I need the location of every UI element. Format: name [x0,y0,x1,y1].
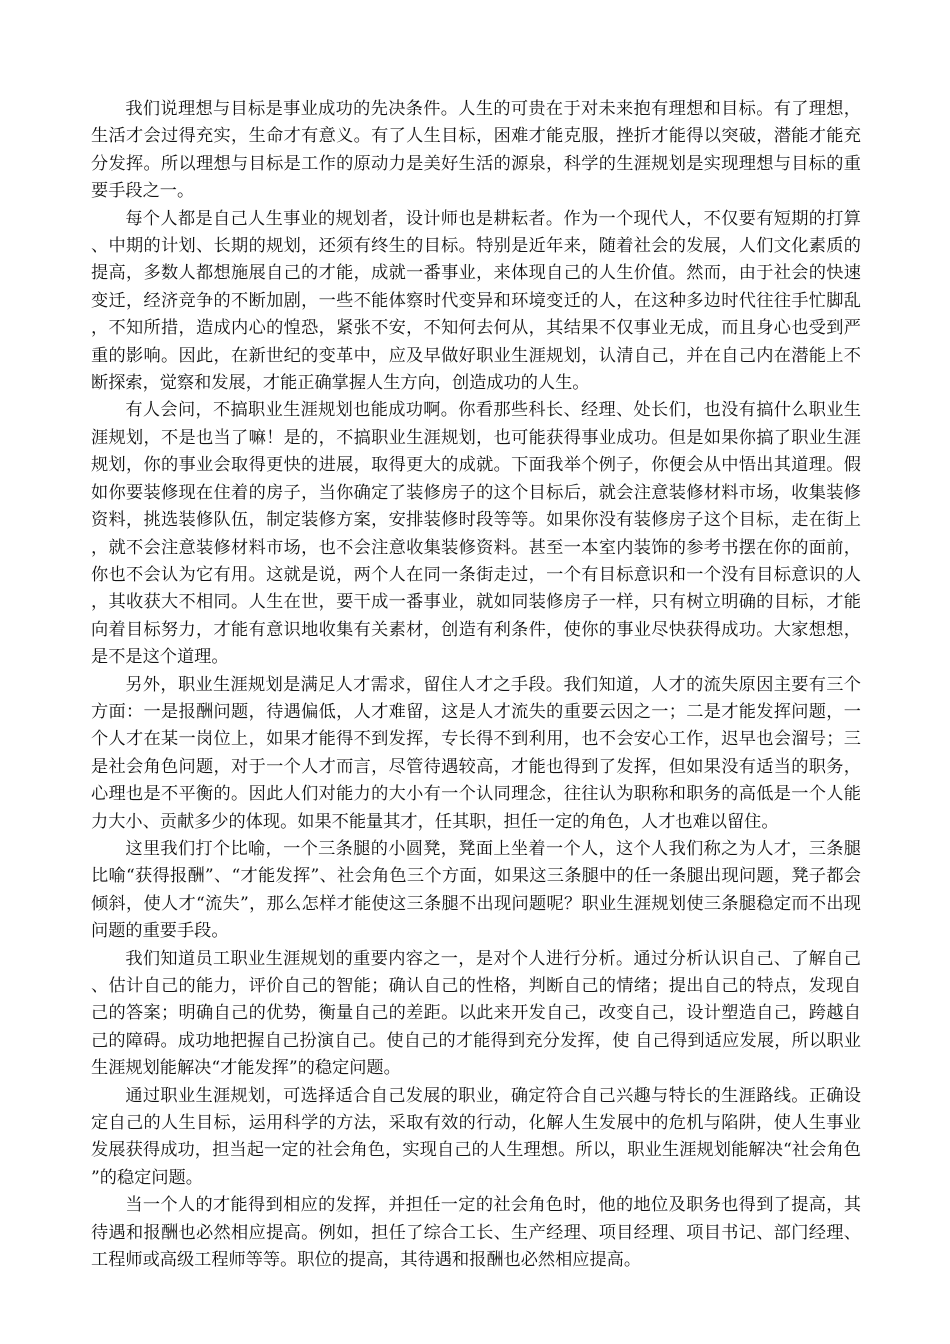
paragraph: 每个人都是自己人生事业的规划者，设计师也是耕耘者。作为一个现代人，不仅要有短期的打算、中期的计划、长期的规划，还须有终生的目标。特别是近年来，随着社会的发展，人们文化素质的提高，多数人都想施展自己的才能，成就一番事业，来体现自己的人生价值。然而，由于社会的快速变迁，经济竞争的不断加剧，一些不能体察时代变异和环境变迁的人，在这种多边时代往往手忙脚乱，不知所措，造成内心的惶恐，紧张不安，不知何去何从，其结果不仅事业无成，而且身心也受到严重的影响。因此，在新世纪的变革中，应及早做好职业生涯规划，认清自己，并在自己内在潜能上不断探索，觉察和发展，才能正确掌握人生方向，创造成功的人生。 [91,208,861,394]
paragraph: 我们说理想与目标是事业成功的先决条件。人生的可贵在于对未来抱有理想和目标。有了理想，生活才会过得充实，生命才有意义。有了人生目标，困难才能克服，挫折才能得以突破，潜能才能充分发挥。所以理想与目标是工作的原动力是美好生活的源泉，科学的生涯规划是实现理想与目标的重要手段之一。 [91,99,861,202]
paragraph: 我们知道员工职业生涯规划的重要内容之一，是对个人进行分析。通过分析认识自己、了解自己、估计自己的能力，评价自己的智能；确认自己的性格，判断自己的情绪；提出自己的特点，发现自己的答案；明确自己的优势，衡量自己的差距。以此来开发自己，改变自己，设计塑造自己，跨越自己的障碍。成功地把握自己扮演自己。使自己的才能得到充分发挥，使 自己得到适应发展，所以职业生涯规划能解决“才能发挥”的稳定问题。 [91,948,861,1079]
document-page [91,96,861,1274]
paragraph: 有人会问，不搞职业生涯规划也能成功啊。你看那些科长、经理、处长们，也没有搞什么职业生涯规划，不是也当了嘛！是的，不搞职业生涯规划，也可能获得事业成功。但是如果你搞了职业生涯规划，你的事业会取得更快的进展，取得更大的成就。下面我举个例子，你便会从中悟出其道理。假如你要装修现在住着的房子，当你确定了装修房子的这个目标后，就会注意装修材料市场，收集装修资料，挑选装修队伍，制定装修方案，安排装修时段等等。如果你没有装修房子这个目标，走在街上，就不会注意装修材料市场，也不会注意收集装修资料。甚至一本室内装饰的参考书摆在你的面前，你也不会认为它有用。这就是说，两个人在同一条街走过，一个有目标意识和一个没有目标意识的人，其收获大不相同。人生在世，要干成一番事业，就如同装修房子一样，只有树立明确的目标，才能向着目标努力，才能有意识地收集有关素材，创造有利条件，使你的事业尽快获得成功。大家想想，是不是这个道理。 [91,400,861,668]
paragraph: 另外，职业生涯规划是满足人才需求，留住人才之手段。我们知道，人才的流失原因主要有三个方面：一是报酬问题，待遇偏低，人才难留，这是人才流失的重要云因之一；二是才能发挥问题，一个人才在某一岗位上，如果才能得不到发挥，专长得不到利用，也不会安心工作，迟早也会溜号；三是社会角色问题，对于一个人才而言，尽管待遇较高，才能也得到了发挥，但如果没有适当的职务，心理也是不平衡的。因此人们对能力的大小有一个认同理念，往往认为职称和职务的高低是一个人能力大小、贡献多少的体现。如果不能量其才，任其职，担任一定的角色，人才也难以留住。 [91,674,861,832]
paragraph: 这里我们打个比喻，一个三条腿的小圆凳，凳面上坐着一个人，这个人我们称之为人才，三条腿比喻“获得报酬”、“才能发挥”、社会角色三个方面，如果这三条腿中的任一条腿出现问题，凳子都会倾斜，使人才“流失”，那么怎样才能使这三条腿不出现问题呢？职业生涯规划使三条腿稳定而不出现问题的重要手段。 [91,838,861,942]
paragraph: 通过职业生涯规划，可选择适合自己发展的职业，确定符合自己兴趣与特长的生涯路线。正确设定自己的人生目标，运用科学的方法，采取有效的行动，化解人生发展中的危机与陷阱，使人生事业发展获得成功，担当起一定的社会角色，实现自己的人生理想。所以，职业生涯规划能解决“社会角色”的稳定问题。 [91,1085,861,1188]
paragraph: 当一个人的才能得到相应的发挥，并担任一定的社会角色时，他的地位及职务也得到了提高，其待遇和报酬也必然相应提高。例如，担任了综合工长、生产经理、项目经理、项目书记、部门经理、工程师或高级工程师等等。职位的提高，其待遇和报酬也必然相应提高。 [91,1195,861,1271]
